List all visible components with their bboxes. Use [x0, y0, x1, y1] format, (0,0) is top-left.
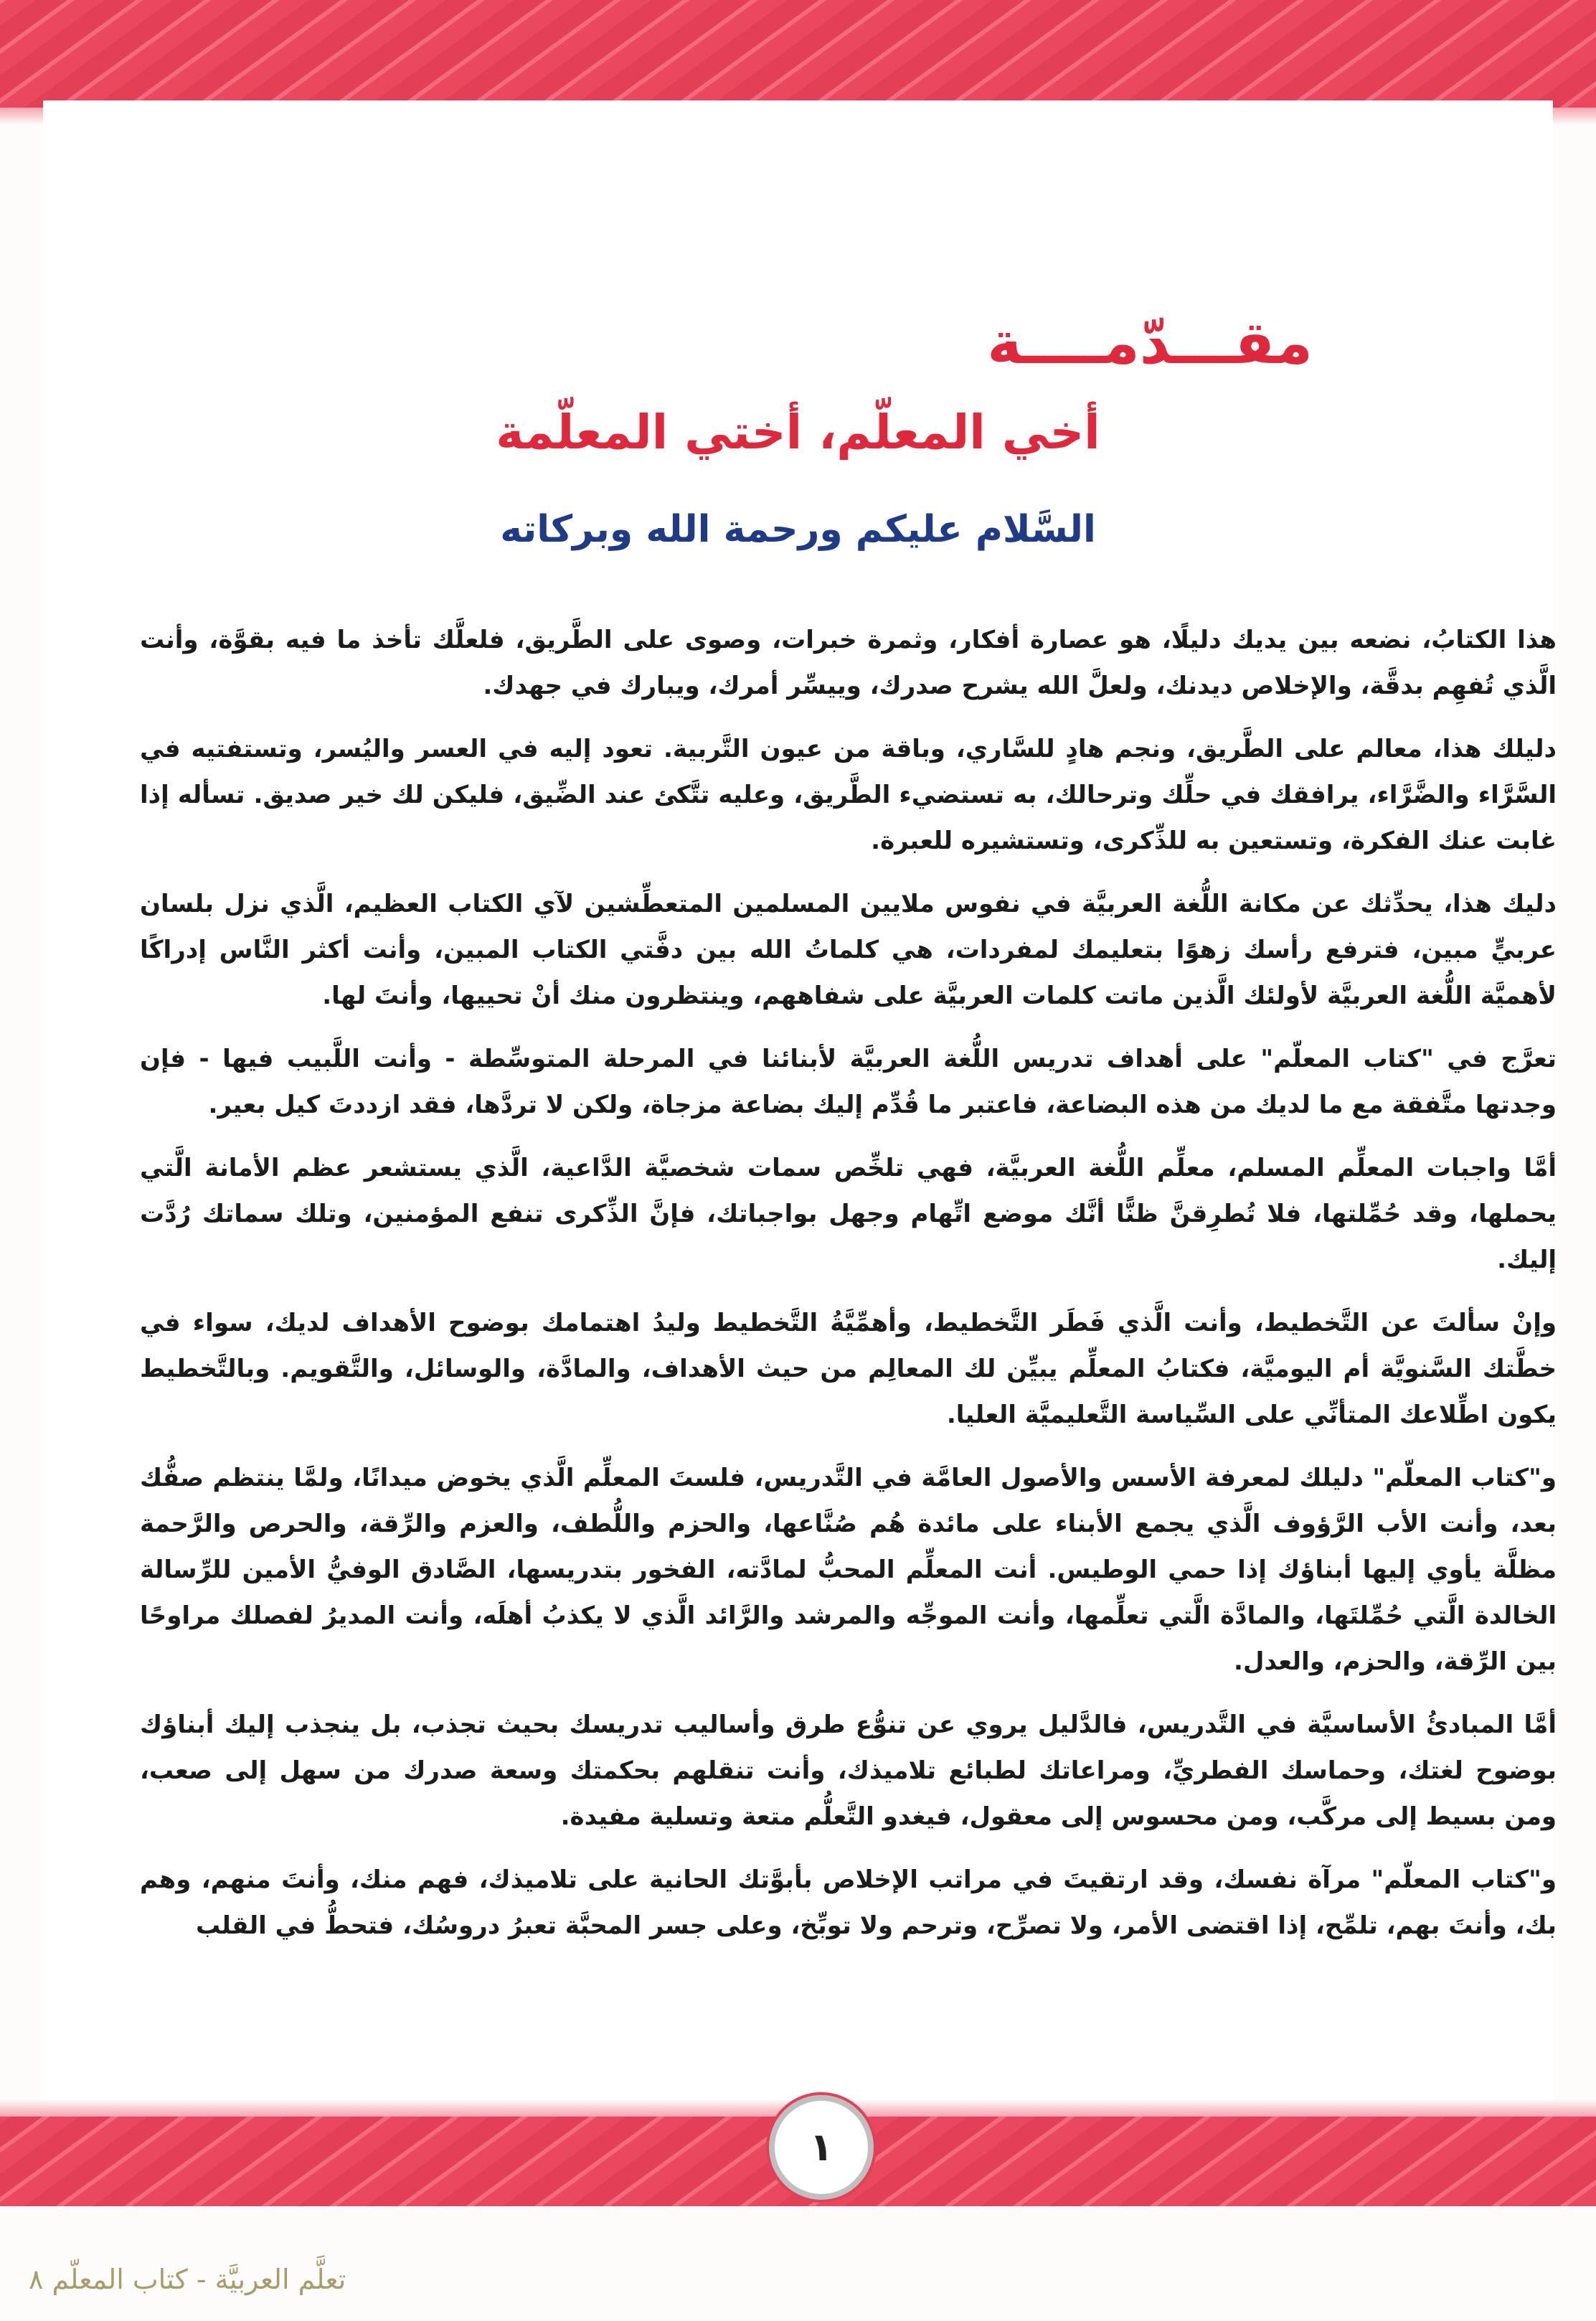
greeting-heading: أخي المعلّم، أختي المعلّمة: [496, 405, 1100, 460]
paragraph: دليلك هذا، معالم على الطَّريق، ونجم هادٍ للسَّاري، وباقة من عيون التَّربية. تعود إليه في العسر واليُسر، وتستفتيه في السَّرَّاء والضَّرَّاء، يرافقك في حلِّك وترحالك، به تستضيء الطَّريق، وعليه تتَّكئ عند الضِّيق، فليكن لك خير صديق. تسأله إذا غابت عنك الفكرة، وتستعين به للذِّكرى، وتستشيره للعبرة.: [140, 735, 1557, 855]
paragraph: وإنْ سألتَ عن التَّخطيط، وأنت الَّذي فَطَر التَّخطيط، وأهمِّيَّةُ التَّخطيط وليدُ اهتمامك بوضوح الأهداف لديك، سواء في خطَّتك السَّنويَّة أم اليوميَّة، فكتابُ المعلِّم يبيِّن لك المعالِم من حيث الأهداف، والمادَّة، والوسائل، والتَّقويم. وبالتَّخطيط يكون اطِّلاعك المتأنِّي على السِّياسة التَّعليميَّة العليا.: [140, 1309, 1557, 1429]
top-decorative-band: [0, 0, 1596, 108]
paragraph: أمَّا واجبات المعلِّم المسلم، معلِّم اللُّغة العربيَّة، فهي تلخِّص سمات شخصيَّة الدَّاعية، الَّذي يستشعر عظم الأمانة الَّتي يحملها، وقد حُمِّلتها، فلا تُطرِقنَّ ظنًّا أنَّك موضع اتِّهام وجهل بواجباتك، فإنَّ الذِّكرى تنفع المؤمنين، وتلك سماتك رُدَّت إليك.: [140, 1154, 1557, 1274]
paragraph: أمَّا المبادئُ الأساسيَّة في التَّدريس، فالدَّليل يروي عن تنوُّع طرق وأساليب تدريسك بحيث تجذب، بل ينجذب إليك أبناؤك بوضوح لغتك، وحماسك الفطريِّ، ومراعاتك لطبائع تلاميذك، وأنت تنقلهم بحكمتك وسعة صدرك من سهل إلى صعب، ومن بسيط إلى مركَّب، ومن محسوس إلى معقول، فيغدو التَّعلُّم متعة وتسلية مفيدة.: [140, 1710, 1557, 1831]
paragraph: تعرَّج في "كتاب المعلّم" على أهداف تدريس اللُّغة العربيَّة لأبنائنا في المرحلة المتوسِّطة - وأنت اللَّبيب فيها - فإن وجدتها متَّفقة مع ما لديك من هذه البضاعة، فاعتبر ما قُدِّم إليك بضاعة مزجاة، ولكن لا تردَّها، فقد ازددتَ كيل بعير.: [140, 1045, 1557, 1119]
footer-book-title: تعلَّم العربيَّة - كتاب المعلّم ٨: [29, 2264, 346, 2295]
body-text: [140, 617, 1557, 1966]
paragraph: هذا الكتابُ، نضعه بين يديك دليلًا، هو عصارة أفكار، وثمرة خبرات، وصوى على الطَّريق، فلعلَّك تأخذ ما فيه بقوَّة، وأنت الَّذي تُفهِم بدقَّة، والإخلاص ديدنك، ولعلَّ الله يشرح صدرك، وييسِّر أمرك، ويبارك في جهدك.: [140, 626, 1557, 700]
salutation: السَّلام عليكم ورحمة الله وبركاته: [500, 508, 1096, 551]
paragraph: دليك هذا، يحدِّثك عن مكانة اللُّغة العربيَّة في نفوس ملايين المسلمين المتعطِّشين لآي الكتاب العظيم، الَّذي نزل بلسان عربيٍّ مبين، فترفع رأسك زهوًا بتعليمك لمفردات، هي كلماتُ الله بين دفَّتي الكتاب المبين، وأنت أكثر النَّاس إدراكًا لأهميَّة اللُّغة العربيَّة لأولئك الَّذين ماتت كلمات العربيَّة على شفاههم، وينتظرون منك أنْ تحييها، وأنتَ لها.: [140, 890, 1557, 1010]
paragraph: و"كتاب المعلّم" دليلك لمعرفة الأسس والأصول العامَّة في التَّدريس، فلستَ المعلِّم الَّذي يخوض ميدانًا، ولمَّا ينتظم صفُّك بعد، وأنت الأب الرَّؤوف الَّذي يجمع الأبناء على مائدة هُم صُنَّاعها، والحزم واللُّطف، والعزم والرِّقة، والحرص والرَّحمة مظلَّة يأوي إليها أبناؤك إذا حمي الوطيس. أنت المعلِّم المحبُّ لمادَّته، الفخور بتدريسها، الصَّادق الوفيُّ الأمين للرِّسالة الخالدة الَّتي حُمِّلتَها، والمادَّة الَّتي تعلِّمها، وأنت الموجِّه والمرشد والرَّائد الَّذي لا يكذبُ أهلَه، وأنت المديرُ لفصلك مراوحًا بين الرِّقة، والحزم، والعدل.: [140, 1464, 1557, 1676]
intro-heading: مقـــدّمــــة: [987, 309, 1313, 377]
page-number-badge: ١: [769, 2095, 874, 2200]
paragraph: و"كتاب المعلّم" مرآة نفسك، وقد ارتقيتَ في مراتب الإخلاص بأبوَّتك الحانية على تلاميذك، فهم منك، وأنتَ منهم، وهم بك، وأنتَ بهم، تلمِّح، إذا اقتضى الأمر، ولا تصرِّح، وترحم ولا توبِّخ، وعلى جسر المحبَّة تعبرُ دروسُك، فتحطُّ في القلب: [140, 1865, 1557, 1940]
